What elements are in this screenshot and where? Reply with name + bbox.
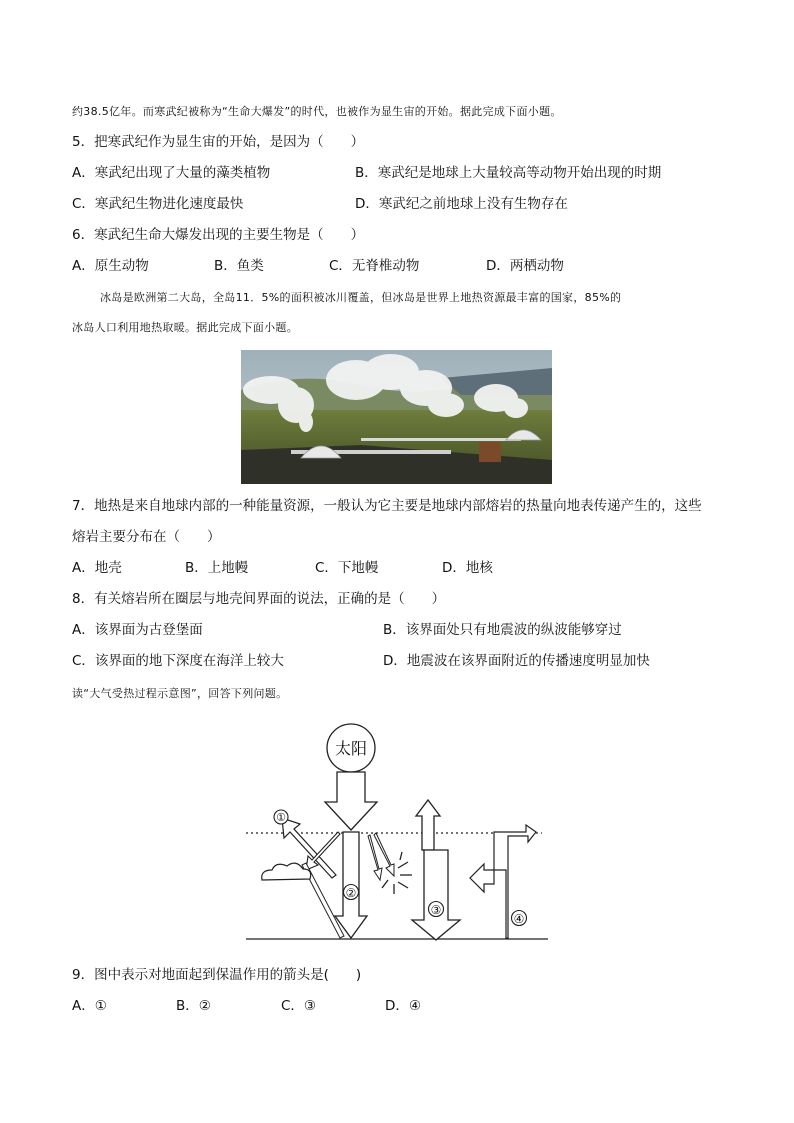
q9-option-a[interactable]: A．① (72, 998, 107, 1014)
cambrian-intro: 约38.5亿年。而寒武纪被称为“生命大爆发”的时代，也被作为显生宙的开始。据此完成下面小题。 (72, 105, 562, 118)
sun-label: 太阳 (334, 741, 368, 758)
arrow-3-down (412, 850, 460, 940)
q7-option-d[interactable]: D．地核 (442, 560, 493, 576)
q8-option-c[interactable]: C．该界面的地下深度在海洋上较大 (72, 653, 284, 669)
q9-option-c[interactable]: C．③ (281, 998, 317, 1014)
q5-option-b[interactable]: B．寒武纪是地球上大量较高等动物开始出现的时期 (355, 165, 662, 181)
geothermal-plant-photo (241, 350, 552, 484)
q6-option-d[interactable]: D．两栖动物 (486, 258, 564, 274)
q5-option-c[interactable]: C．寒武纪生物进化速度最快 (72, 196, 244, 212)
q9-option-d[interactable]: D．④ (385, 998, 421, 1014)
q7-stem-line1: 7．地热是来自地球内部的一种能量资源，一般认为它主要是地球内部熔岩的热量向地表传递产生的，这些 (72, 498, 702, 514)
marker-2-label: ② (345, 886, 357, 900)
q7-option-a[interactable]: A．地壳 (72, 560, 122, 576)
q5-stem: 5．把寒武纪作为显生宙的开始，是因为（ ） (72, 134, 365, 150)
q8-option-b[interactable]: B．该界面处只有地震波的纵波能够穿过 (383, 622, 622, 638)
q9-stem: 9．图中表示对地面起到保温作用的箭头是( ) (72, 967, 362, 983)
q5-option-a[interactable]: A．寒武纪出现了大量的藻类植物 (72, 165, 271, 181)
q6-option-c[interactable]: C．无脊椎动物 (329, 258, 420, 274)
q5-option-d[interactable]: D．寒武纪之前地球上没有生物存在 (355, 196, 568, 212)
scattering-arrows (368, 833, 394, 880)
arrow-3-up (416, 800, 440, 850)
q7-option-b[interactable]: B．上地幔 (185, 560, 249, 576)
q9-option-b[interactable]: B．② (176, 998, 211, 1014)
atmosphere-heating-diagram (240, 720, 560, 950)
q6-option-a[interactable]: A．原生动物 (72, 258, 149, 274)
q6-option-b[interactable]: B．鱼类 (214, 258, 264, 274)
q7-option-c[interactable]: C．下地幔 (315, 560, 379, 576)
marker-4-label: ④ (513, 912, 525, 926)
q8-stem: 8．有关熔岩所在圈层与地壳间界面的说法，正确的是（ ） (72, 591, 446, 607)
q8-option-a[interactable]: A．该界面为古登堡面 (72, 622, 203, 638)
q7-stem-line2: 熔岩主要分布在（ ） (72, 529, 221, 545)
iceland-intro-line2: 冰岛人口利用地热取暖。据此完成下面小题。 (72, 321, 298, 334)
incoming-solar-arrow (325, 772, 377, 830)
marker-1-label: ① (276, 812, 286, 824)
diagram-intro: 读“大气受热过程示意图”，回答下列问题。 (72, 687, 288, 700)
q8-option-d[interactable]: D．地震波在该界面附近的传播速度明显加快 (383, 653, 650, 669)
marker-3-label: ③ (430, 903, 442, 917)
q6-stem: 6．寒武纪生命大爆发出现的主要生物是（ ） (72, 227, 365, 243)
iceland-intro-line1: 冰岛是欧洲第二大岛，全岛11．5%的面积被冰川覆盖，但冰岛是世界上地热资源最丰富的国家，85%的 (100, 291, 622, 304)
